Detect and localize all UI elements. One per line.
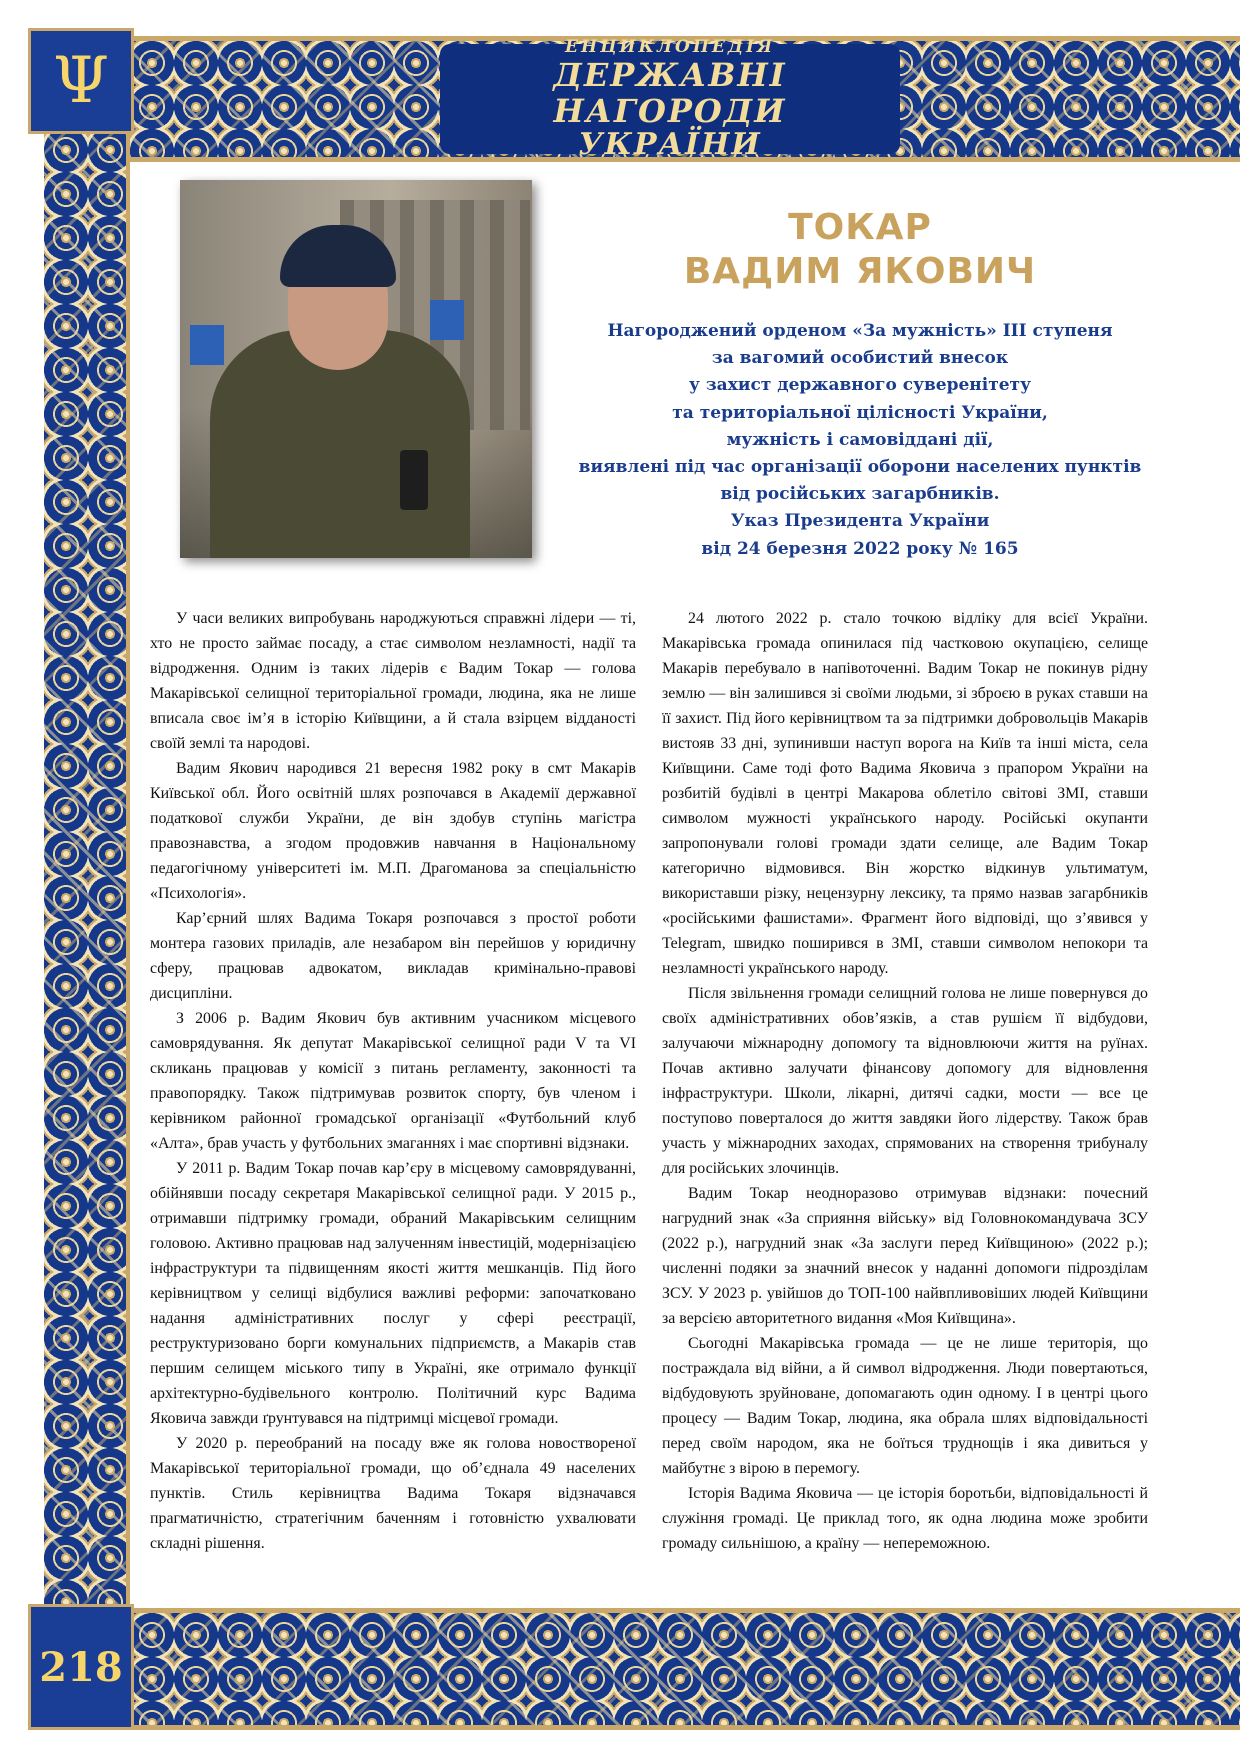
title-line-2: ДЕРЖАВНІ НАГОРОДИ bbox=[553, 56, 787, 130]
title-line-3: УКРАЇНИ bbox=[578, 127, 762, 162]
award-line: мужність і самовіддані дії, bbox=[726, 429, 994, 450]
ornamental-left-band bbox=[44, 128, 130, 1638]
photo-radio bbox=[400, 450, 428, 510]
person-surname: ТОКАР bbox=[788, 207, 932, 248]
award-line: від 24 березня 2022 року № 165 bbox=[701, 538, 1019, 559]
ornamental-footer-band bbox=[130, 1608, 1240, 1730]
paragraph: Кар’єрний шлях Вадима Токаря розпочався з простої роботи монтера газових приладів, але незабаром він перейшов у юридичну сферу, працював адвокатом, викладав кримінально-правові дисципліни. bbox=[150, 910, 636, 1002]
title-line-1: ЕНЦИКЛОПЕДІЯ bbox=[565, 37, 775, 57]
photo-crosswalk-sign bbox=[430, 300, 464, 340]
body-column-left bbox=[150, 606, 636, 1556]
photo-road-sign bbox=[190, 325, 224, 365]
paragraph: Вадим Токар неодноразово отримував відзнаки: почесний нагрудний знак «За сприяння війську» від Головнокомандувача ЗСУ (2022 р.), нагрудний знак «За заслуги перед Київщиною» (2022 р.); численні подяки за значний внесок у наданні допомоги підрозділам ЗСУ. У 2023 р. увійшов до ТОП-100 найвпливовіших людей Київщини за версією авторитетного видання «Моя Київщина». bbox=[662, 1185, 1148, 1327]
portrait-photo bbox=[180, 180, 532, 558]
page-number: 218 bbox=[39, 1643, 123, 1691]
award-line: за вагомий особистий внесок bbox=[711, 348, 1009, 369]
paragraph: 24 лютого 2022 р. стало точкою відліку для всієї України. Макарівська громада опинилася під частковою окупацією, селище Макарів перебувало в напівоточенні. Вадим Токар не покинув рідну землю — він залишився зі своїми людьми, зі зброєю в руках ставши на її захист. Під його керівництвом та за підтримки добровольців Макарів вистояв 33 дні, зупинивши наступ ворога на Київ та інші міста, села Київщини. Саме тоді фото Вадима Яковича з прапором України на розбитій будівлі в центрі Макарова облетіло світові ЗМІ, ставши символом мужності українського народу. Російські окупанти запропонували голові громади здати селище, але Вадим Токар категорично відмовився. Він жорстко відкинув ультиматум, використавши різку, нецензурну лексику, та прямо назвав загарбників «російськими фашистами». Фрагмент його відповіді, що з’явився у Telegram, швидко поширився в ЗМІ, ставши символом непокори та незламності українського народу. bbox=[662, 610, 1148, 977]
award-citation bbox=[555, 318, 1165, 563]
paragraph: Сьогодні Макарівська громада — це не лише територія, що постраждала від війни, а й символ відродження. Люди повертаються, відбудовують зруйноване, допомагають один одному. І в центрі цього процесу — Вадим Токар, людина, яка обрала шлях відповідальності перед своїм народом, яка не боїться труднощів і яка дивиться у майбутнє з вірою в перемогу. bbox=[662, 1335, 1148, 1477]
encyclopedia-title bbox=[440, 37, 900, 162]
paragraph: У 2020 р. переобраний на посаду вже як голова новоствореної Макарівської територіальної громади, що об’єднала 49 населених пунктів. Стиль керівництва Вадима Токаря відзначався прагматичністю, стратегічним баченням і готовністю ухвалювати складні рішення. bbox=[150, 1435, 636, 1552]
trident-icon: Ψ bbox=[52, 44, 110, 118]
award-line: Указ Президента України bbox=[730, 511, 990, 532]
award-line: та територіальної цілісності України, bbox=[672, 402, 1048, 423]
paragraph: З 2006 р. Вадим Якович був активним учасником місцевого самоврядування. Як депутат Макарівської селищної ради V та VI скликань працював у комісії з питань регламенту, законності та правопорядку. Також підтримував розвиток спорту, був членом і керівником районної громадської організації «Футбольний клуб «Алта», брав участь у футбольних змаганнях і має спортивні відзнаки. bbox=[150, 1010, 636, 1152]
paragraph: Історія Вадима Яковича — це історія боротьби, відповідальності й служіння громаді. Це приклад того, як одна людина може зробити громаду сильнішою, а країну — непереможною. bbox=[662, 1485, 1148, 1552]
person-name bbox=[560, 206, 1160, 294]
award-line: Нагороджений орденом «За мужність» ІІІ ступеня bbox=[607, 321, 1113, 341]
paragraph: У часи великих випробувань народжуються справжні лідери — ті, хто не просто займає посаду, а стає символом незламності, надії та відродження. Одним із таких лідерів є Вадим Токар — голова Макарівської селищної територіальної громади, людина, яка не лише вписала своє ім’я в історію Київщини, а й стала взірцем відданості своїй землі та народові. bbox=[150, 610, 636, 752]
paragraph: У 2011 р. Вадим Токар почав кар’єру в місцевому самоврядуванні, обійнявши посаду секретаря Макарівської селищної ради. У 2015 р., отримавши підтримку громади, обраний Макарівським селищним головою. Активно працював над залученням інвестицій, модернізацією інфраструктури та підвищенням якості життя мешканців. Під його керівництвом у селищі відбулися важливі реформи: започатковано надання адміністративних послуг у сфері реєстрації, реструктуризовано борги комунальних підприємств, а Макарів став першим селищем міського типу в Україні, яке отримало функції архітектурно-будівельного контролю. Політичний курс Вадима Яковича завжди ґрунтувався на підтримці місцевої громади. bbox=[150, 1160, 636, 1427]
person-given-names: ВАДИМ ЯКОВИЧ bbox=[683, 251, 1037, 292]
body-column-right bbox=[662, 606, 1148, 1556]
award-line: виявлені під час організації оборони населених пунктів bbox=[578, 457, 1142, 478]
page-number-box bbox=[28, 1604, 134, 1730]
paragraph: Вадим Якович народився 21 вересня 1982 року в смт Макарів Київської обл. Його освітній шлях розпочався в Академії державної податкової служби України, де він здобув ступінь магістра правознавства, а згодом продовжив навчання в Національному педагогічному університеті ім. М.П. Драгоманова за спеціальністю «Психологія». bbox=[150, 760, 636, 902]
award-line: від російських загарбників. bbox=[720, 484, 1000, 505]
trident-emblem-box bbox=[28, 28, 134, 134]
paragraph: Після звільнення громади селищний голова не лише повернувся до своїх адміністративних обов’язків, а став рушієм її відбудови, залучаючи міжнародну допомогу та відновлюючи життя на руїнах. Почав активно залучати фінансову допомогу для відновлення інфраструктури. Школи, лікарні, дитячі садки, мости — все це поступово поверталося до життя завдяки його лідерству. Також брав участь у міжнародних заходах, спрямованих на створення трибуналу для російських злочинців. bbox=[662, 985, 1148, 1177]
award-line: у захист державного суверенітету bbox=[689, 375, 1031, 396]
